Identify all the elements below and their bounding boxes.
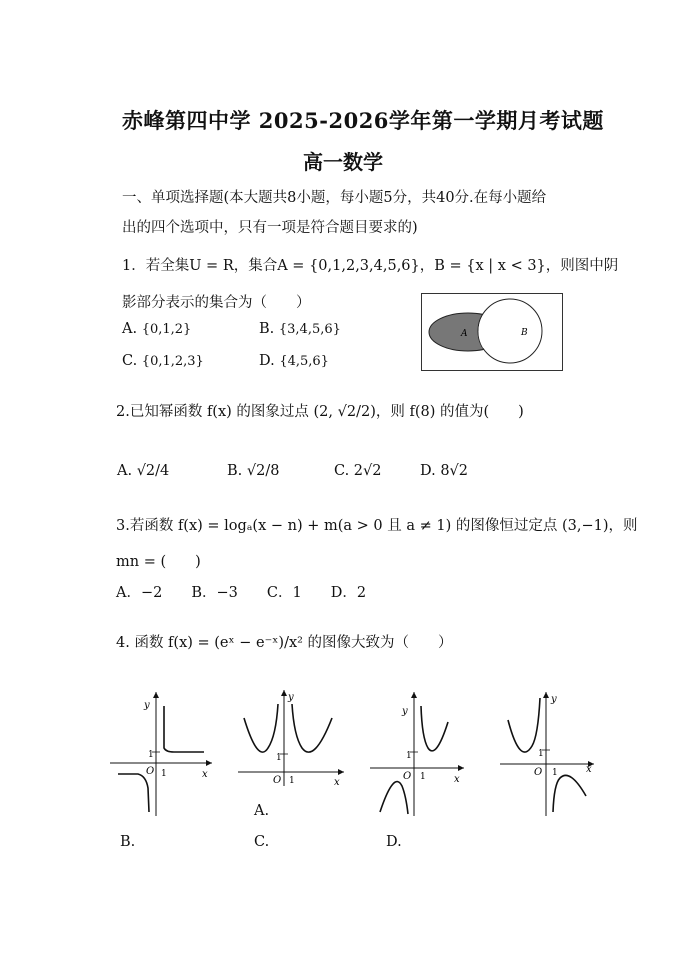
graph-2-x-label: x bbox=[334, 777, 340, 788]
graph-1-origin: O bbox=[146, 766, 155, 777]
graph-2-y-label: y bbox=[288, 692, 294, 703]
q4-option-label-b: B. bbox=[120, 834, 136, 850]
graph-3-x-label: x bbox=[454, 774, 460, 785]
graph-4-x-label: x bbox=[586, 764, 592, 775]
page-subtitle: 高一数学 bbox=[303, 150, 383, 174]
venn-label-b: B bbox=[521, 328, 528, 338]
q1-option-d: D. {4,5,6} bbox=[259, 353, 329, 369]
graph-3-one-y: 1 bbox=[406, 751, 412, 761]
q1-option-a: A. {0,1,2} bbox=[122, 321, 192, 337]
q2-option-d: D. 8√2 bbox=[420, 463, 469, 479]
graph-3-one-x: 1 bbox=[420, 772, 426, 782]
graph-2-origin: O bbox=[273, 775, 282, 786]
q1-option-c: C. {0,1,2,3} bbox=[122, 353, 204, 369]
q3-line1: 3.若函数 f(x) = logₐ(x − n) + m(a > 0 且 a ≠ 1) 的图像恒过定点 (3,−1)，则 bbox=[116, 518, 638, 534]
venn-diagram bbox=[421, 293, 563, 371]
graph-1-y-label: y bbox=[144, 700, 150, 711]
q2-line: 2.已知幂函数 f(x) 的图象过点 (2, √2/2)，则 f(8) 的值为( ) bbox=[116, 404, 524, 420]
q3-options: A．−2 B．−3 C．1 D．2 bbox=[116, 585, 367, 601]
graph-1-one-x: 1 bbox=[161, 769, 167, 779]
q2-option-a: A. √2/4 bbox=[117, 463, 170, 479]
graph-4-y-label: y bbox=[551, 694, 557, 705]
graph-2-one-x: 1 bbox=[289, 776, 295, 786]
graph-4-one-y: 1 bbox=[538, 749, 544, 759]
q1-option-b: B. {3,4,5,6} bbox=[259, 321, 341, 337]
q1-line2: 影部分表示的集合为（ ） bbox=[122, 295, 311, 311]
graph-1-one-y: 1 bbox=[148, 750, 154, 760]
graph-3-y-label: y bbox=[402, 706, 408, 717]
q4-line: 4. 函数 f(x) = (eˣ − e⁻ˣ)/x² 的图像大致为（ ） bbox=[116, 635, 453, 651]
graph-4-one-x: 1 bbox=[552, 768, 558, 778]
q4-option-label-d: D. bbox=[386, 834, 402, 850]
graph-4-origin: O bbox=[534, 767, 543, 778]
graph-1 bbox=[108, 688, 216, 818]
q3-line2: mn = ( ) bbox=[116, 554, 201, 570]
section-header-line1: 一、单项选择题(本大题共8小题，每小题5分，共40分.在每小题给 bbox=[122, 190, 547, 206]
q2-option-c: C. 2√2 bbox=[334, 463, 382, 479]
q4-option-label-c: C. bbox=[254, 834, 270, 850]
graph-1-x-label: x bbox=[202, 769, 208, 780]
page-title: 赤峰第四中学 2025-2026学年第一学期月考试题 bbox=[122, 108, 604, 133]
q4-option-label-a: A. bbox=[254, 803, 270, 819]
graph-4 bbox=[498, 688, 602, 818]
graph-3-origin: O bbox=[403, 771, 412, 782]
q2-option-b: B. √2/8 bbox=[227, 463, 280, 479]
venn-label-a: A bbox=[461, 329, 468, 339]
graph-2 bbox=[236, 688, 348, 788]
graph-2-one-y: 1 bbox=[276, 753, 282, 763]
q1-line1: 1．若全集U = R，集合A = {0,1,2,3,4,5,6}，B = {x | x < 3}，则图中阴 bbox=[122, 258, 619, 274]
graph-3 bbox=[368, 688, 468, 818]
section-header-line2: 出的四个选项中，只有一项是符合题目要求的) bbox=[122, 220, 418, 236]
